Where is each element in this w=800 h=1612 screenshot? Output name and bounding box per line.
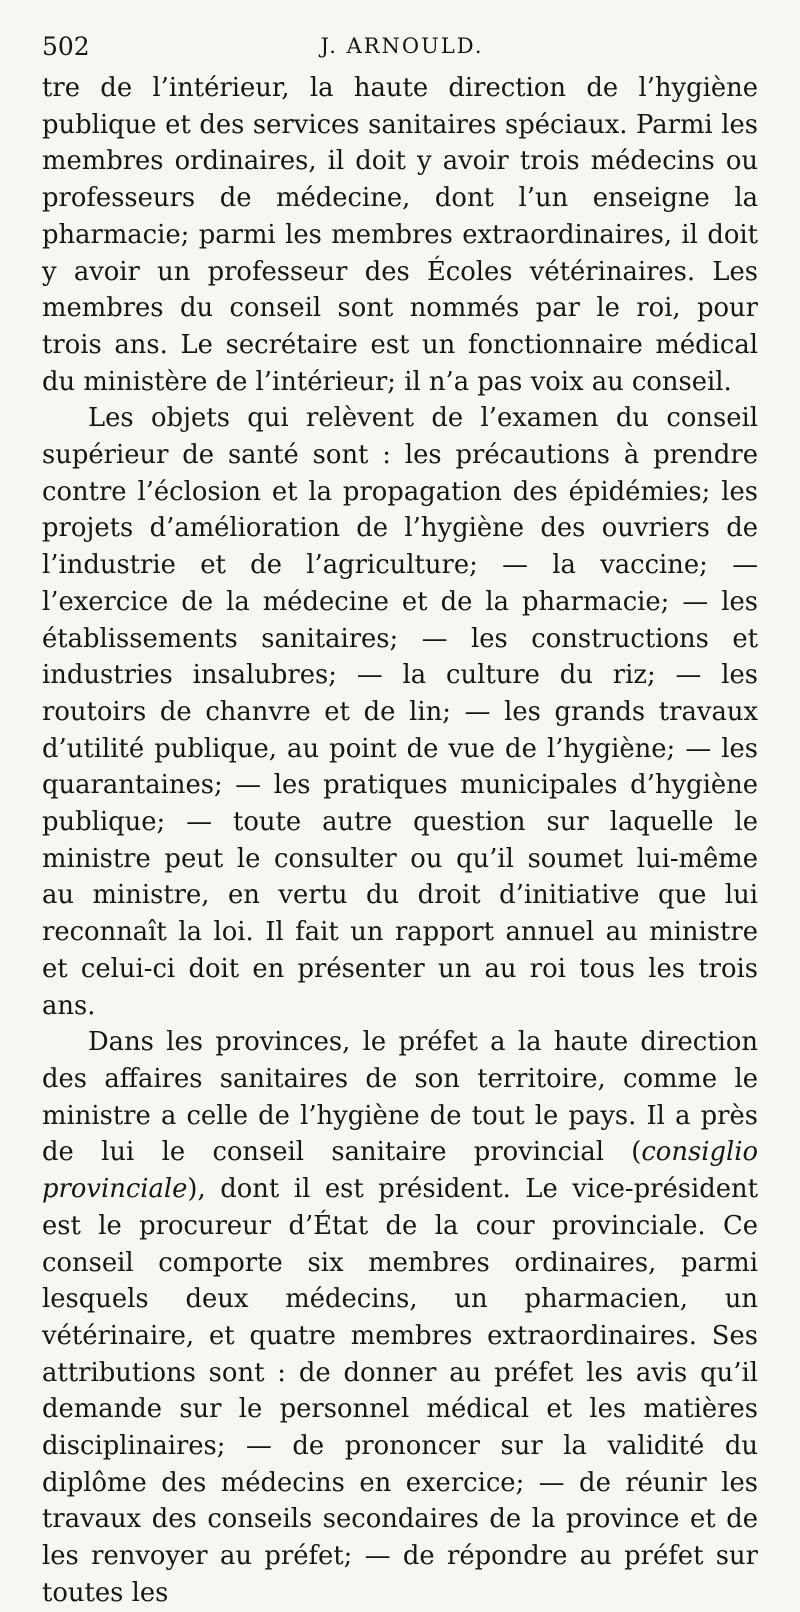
page-header xyxy=(42,32,762,68)
paragraph-text-part: ), dont il est président. Le vice-président est le procureur d’État de la cour provinciale. Ce conseil comporte six membres ordinaires, parmi lesquels deux médecins, un pharmacien, un vétérinaire, et quatre membres extraordinaires. Ses attributions sont : de donner au préfet les avis qu’il demande sur le personnel médical et les matières disciplinaires; — de prononcer sur la validité du diplôme des médecins en exercice; — de réunir les travaux des conseils secondaires de la province et de les renvoyer au préfet; — de répondre au préfet sur toutes les xyxy=(42,1174,758,1608)
paragraph-provinces xyxy=(42,1024,758,1611)
body-text xyxy=(42,70,758,1612)
paragraph-text-part: Dans les provinces, le préfet a la haute direction des affaires sanitaires de son territoire, comme le ministre a celle de l’hygiène de tout le pays. Il a près de lui le conseil sanitaire provincial ( xyxy=(42,1027,758,1168)
italic-term: consiglio provinciale xyxy=(42,1137,758,1205)
paragraph-superior-council-subjects: Les objets qui relèvent de l’examen du conseil supérieur de santé sont : les précautions à prendre contre l’éclosion et la propagation des épidémies; les projets d’amélioration de l’hygiène des ouvriers de l’industrie et de l’agriculture; — la vaccine; — l’exercice de la médecine et de la pharmacie; — les établissements sanitaires; — les constructions et industries insalubres; — la culture du riz; — les routoirs de chanvre et de lin; — les grands travaux d’utilité publique, au point de vue de l’hygiène; — les quarantaines; — les pratiques municipales d’hygiène publique; — toute autre question sur laquelle le ministre peut le consulter ou qu’il soumet lui-même au ministre, en vertu du droit d’initiative que lui reconnaît la loi. Il fait un rapport annuel au ministre et celui-ci doit en présenter un au roi tous les trois ans. xyxy=(42,403,758,1021)
running-head: J. ARNOULD. xyxy=(320,34,484,58)
paragraph-continued: tre de l’intérieur, la haute direction de l’hygiène publique et des services sanitaires spéciaux. Parmi les membres ordinaires, il doit y avoir trois médecins ou professeurs de médecine, dont l’un enseigne la pharmacie; parmi les membres extraordinaires, il doit y avoir un professeur des Écoles vétérinaires. Les membres du conseil sont nommés par le roi, pour trois ans. Le secrétaire est un fonctionnaire médical du ministère de l’intérieur; il n’a pas voix au conseil. xyxy=(42,73,758,397)
page-number: 502 xyxy=(42,32,90,61)
